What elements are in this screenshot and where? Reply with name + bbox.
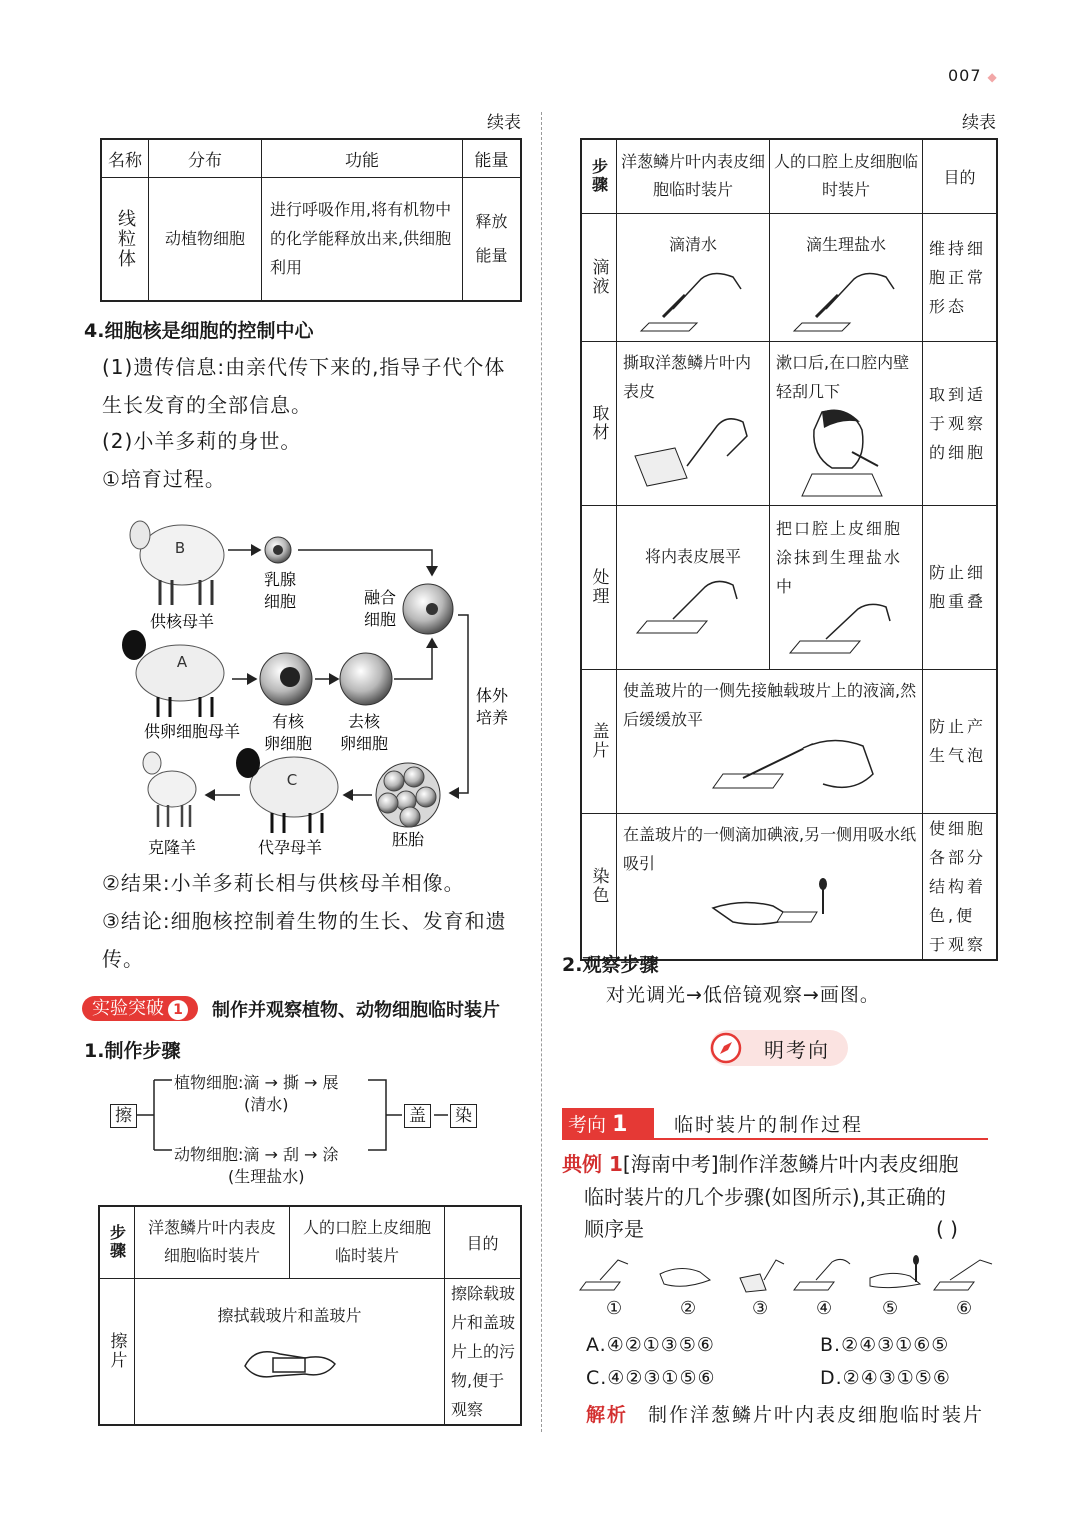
fig-label-1: ① <box>606 1298 623 1319</box>
t3-step-stain: 染色 <box>588 867 609 905</box>
figure-1-icon <box>580 1260 628 1290</box>
sheep-a-icon <box>122 630 224 717</box>
procedure-table <box>580 138 998 961</box>
t3-process-onion: 将内表皮展平 <box>644 546 741 566</box>
t3-stain-purpose: 使细胞各部分结构着色,便于观察 <box>923 813 998 960</box>
cell-energy: 释放能量 <box>463 177 522 301</box>
section4-p1: (1)遗传信息:由亲代传下来的,指导子代个体生长发育的全部信息。 <box>102 355 506 417</box>
figure-2-icon <box>660 1268 710 1286</box>
page-number: 007 ◆ <box>948 66 998 85</box>
observe-title: 2.观察步骤 <box>562 954 659 976</box>
t3-cover-purpose: 防止产生气泡 <box>923 669 998 813</box>
kaoxiang-title: 临时装片的制作过程 <box>674 1114 864 1136</box>
answer-paren: ( ) <box>936 1217 958 1241</box>
t3-drop-purpose: 维持细胞正常形态 <box>923 213 998 341</box>
figure-3-icon <box>740 1260 784 1292</box>
sheep-b-letter: B <box>174 539 186 557</box>
label-surrogate: 代孕母羊 <box>257 838 323 857</box>
option-d[interactable]: D.②④③①⑤⑥ <box>820 1367 951 1389</box>
dropper-water-icon <box>633 259 753 329</box>
t3-header-cheek: 人的口腔上皮细胞临时装片 <box>770 139 923 213</box>
observe-text: 对光调光→低倍镜观察→画图。 <box>606 984 880 1006</box>
wipe-table <box>98 1205 522 1426</box>
continued-label-left: 续表 <box>487 113 521 133</box>
t2-content: 擦拭载玻片和盖玻片 <box>217 1305 362 1325</box>
section4-conclusion: ③结论:细胞核控制着生物的生长、发育和遗传。 <box>102 909 507 971</box>
t3-drop-cheek: 滴生理盐水 <box>805 234 886 254</box>
label-mammary-2: 细胞 <box>263 592 297 611</box>
t3-step-drop: 滴液 <box>588 258 609 296</box>
sheep-c-icon <box>236 748 338 833</box>
embryo-icon <box>376 763 440 827</box>
t3-take-cheek: 漱口后,在口腔内壁轻刮几下 <box>776 352 910 401</box>
section4-p3: ①培育过程。 <box>102 467 226 491</box>
t3-cover-shared: 使盖玻片的一侧先接触载玻片上的液滴,然后缓缓放平 <box>623 680 917 729</box>
continued-label-right: 续表 <box>962 113 996 133</box>
flow-animal-note: (生理盐水) <box>228 1167 305 1186</box>
t3-header-purpose: 目的 <box>923 139 998 213</box>
t3-header-onion: 洋葱鳞片叶内表皮细胞临时装片 <box>617 139 770 213</box>
section4-result: ②结果:小羊多莉长相与供核母羊相像。 <box>102 871 465 895</box>
example-q3: 顺序是 <box>584 1217 644 1241</box>
kaoxiang-label: 考向 1 <box>568 1112 628 1137</box>
flow-animal: 动物细胞:滴 → 刮 → 涂 <box>174 1145 339 1164</box>
sheep-c-letter: C <box>286 771 298 789</box>
clone-lamb-icon <box>143 752 196 827</box>
option-a[interactable]: A.④②①③⑤⑥ <box>586 1334 715 1356</box>
label-enucleated-2: 卵细胞 <box>339 734 389 753</box>
compass-icon <box>710 1032 742 1064</box>
t2-step-wipe: 擦片 <box>106 1332 127 1370</box>
header-name: 名称 <box>101 139 149 177</box>
label-nucleated-2: 卵细胞 <box>263 734 313 753</box>
scraping-cheek-icon <box>782 406 912 496</box>
label-embryo: 胚胎 <box>391 830 425 849</box>
label-in-vitro-2: 培养 <box>475 708 509 727</box>
cover-slip-icon <box>703 734 903 804</box>
label-egg-donor: 供卵细胞母羊 <box>143 722 241 741</box>
analysis-tag: 解析 <box>586 1404 629 1426</box>
header-distribution: 分布 <box>149 139 262 177</box>
column-divider <box>541 112 542 1432</box>
t3-step-cover: 盖片 <box>588 722 609 760</box>
header-energy: 能量 <box>463 139 522 177</box>
experiment-badge: 实验突破 1 <box>82 994 198 1020</box>
flow-cover: 盖 <box>404 1104 431 1128</box>
example-q2: 临时装片的几个步骤(如图所示),其正确的 <box>584 1185 946 1209</box>
t2-purpose: 擦除载玻片和盖玻片上的污物,便于观察 <box>445 1278 522 1425</box>
t3-stain-shared: 在盖玻片的一侧滴加碘液,另一侧用吸水纸吸引 <box>623 824 917 873</box>
flow-plant: 植物细胞:滴 → 撕 → 展 <box>174 1073 339 1092</box>
figure-5-icon <box>870 1255 920 1288</box>
experiment-title: 制作并观察植物、动物细胞临时装片 <box>212 1000 500 1021</box>
label-nucleated-1: 有核 <box>271 712 305 731</box>
option-c[interactable]: C.④②③①⑤⑥ <box>586 1367 716 1389</box>
cell-mitochondria: 线粒体 <box>115 208 136 269</box>
label-nucleus-donor: 供核母羊 <box>149 612 215 631</box>
section4-p2: (2)小羊多莉的身世。 <box>102 429 302 453</box>
label-fused-2: 细胞 <box>363 610 397 629</box>
t2-header-step: 步骤 <box>107 1224 127 1261</box>
header-function: 功能 <box>262 139 463 177</box>
step-title: 1.制作步骤 <box>84 1040 181 1062</box>
figure-4-icon <box>794 1259 850 1290</box>
flow-plant-note: (清水) <box>244 1095 289 1114</box>
label-in-vitro-1: 体外 <box>475 686 509 705</box>
t3-step-take: 取材 <box>588 404 609 442</box>
fig-label-5: ⑤ <box>882 1298 899 1319</box>
t3-header-step: 步骤 <box>589 158 609 195</box>
example-question <box>562 1148 1002 1181</box>
example-q1: 制作洋葱鳞片叶内表皮细胞 <box>718 1152 959 1176</box>
section4-title: 4.细胞核是细胞的控制中心 <box>84 320 314 342</box>
analysis <box>586 1400 984 1427</box>
cell-function: 进行呼吸作用,将有机物中的化学能释放出来,供细胞利用 <box>262 177 463 301</box>
label-fused-1: 融合 <box>363 588 397 607</box>
staining-icon <box>713 878 913 934</box>
fig-label-4: ④ <box>816 1298 833 1319</box>
spreading-icon <box>633 571 753 641</box>
exam-banner-text: 明考向 <box>764 1038 830 1062</box>
tearing-epidermis-icon <box>627 406 757 486</box>
smearing-icon <box>786 601 906 661</box>
t3-step-process: 处理 <box>588 568 609 606</box>
label-enucleated-1: 去核 <box>347 712 381 731</box>
fig-label-2: ② <box>680 1298 697 1319</box>
kaoxiang-underline <box>654 1138 988 1140</box>
example-tag: 典例 1 <box>562 1152 623 1176</box>
example-source: [海南中考] <box>622 1152 719 1176</box>
t3-take-onion: 撕取洋葱鳞片叶内表皮 <box>623 352 752 401</box>
cell-distribution: 动植物细胞 <box>149 177 262 301</box>
step-figures <box>580 1250 1000 1294</box>
t2-header-purpose: 目的 <box>445 1206 522 1278</box>
sheep-b-icon <box>130 521 224 605</box>
dropper-saline-icon <box>786 259 906 329</box>
t3-process-purpose: 防止细胞重叠 <box>923 505 998 669</box>
sheep-a-letter: A <box>176 653 188 671</box>
label-mammary-1: 乳腺 <box>263 570 297 589</box>
figure-6-icon <box>934 1260 992 1290</box>
option-b[interactable]: B.②④③①⑥⑤ <box>820 1334 950 1356</box>
fig-label-6: ⑥ <box>956 1298 973 1319</box>
t2-header-onion: 洋葱鳞片叶内表皮细胞临时装片 <box>135 1206 290 1278</box>
fig-label-3: ③ <box>752 1298 769 1319</box>
t3-drop-onion: 滴清水 <box>668 234 717 254</box>
hand-wiping-icon <box>235 1336 345 1386</box>
label-clone: 克隆羊 <box>147 838 197 857</box>
t2-header-cheek: 人的口腔上皮细胞临时装片 <box>290 1206 445 1278</box>
flow-wipe: 擦 <box>110 1104 137 1128</box>
mitochondria-table <box>100 138 522 302</box>
analysis-text: 制作洋葱鳞片叶内表皮细胞临时装片 <box>648 1404 985 1426</box>
enucleated-egg-icon <box>340 653 392 705</box>
t3-take-purpose: 取到适于观察的细胞 <box>923 341 998 505</box>
flow-stain: 染 <box>450 1104 477 1128</box>
dolly-diagram <box>110 505 530 865</box>
t3-process-cheek: 把口腔上皮细胞涂抹到生理盐水中 <box>776 518 903 596</box>
